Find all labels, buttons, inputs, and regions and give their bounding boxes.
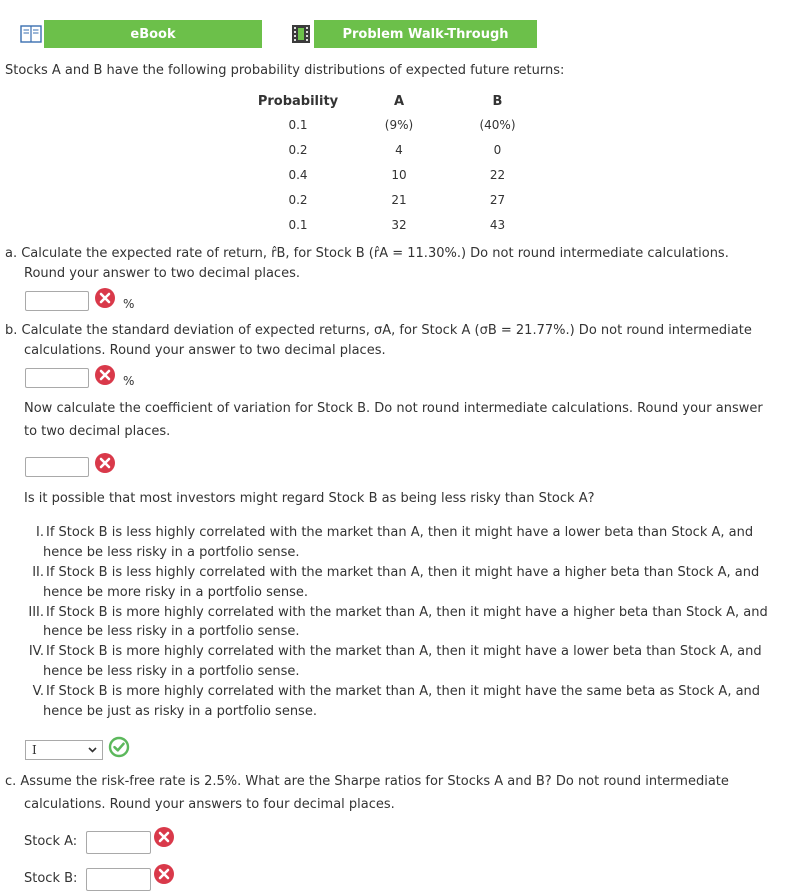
stock-b-label: Stock B: xyxy=(24,871,78,886)
incorrect-icon xyxy=(153,826,175,848)
expected-return-b-input[interactable] xyxy=(25,291,89,311)
problem-walkthrough-button[interactable] xyxy=(314,20,537,48)
table-row xyxy=(253,162,540,187)
option-number: I. xyxy=(36,525,44,540)
part-c-instruction: calculations. Round your answers to four decimal places. xyxy=(24,797,395,812)
risk-question: Is it possible that most investors might regard Stock B as being less risky than Stock A? xyxy=(24,491,595,506)
part-b-instruction: calculations. Round your answer to two decimal places. xyxy=(24,343,386,358)
cv-instruction: to two decimal places. xyxy=(24,424,171,439)
incorrect-icon xyxy=(94,364,116,386)
option-v xyxy=(0,682,760,702)
std-dev-a-input[interactable] xyxy=(25,368,89,388)
option-number: IV. xyxy=(28,644,44,659)
table-row xyxy=(253,212,540,237)
b-cell: (40%) xyxy=(479,117,516,132)
option-iv xyxy=(0,642,762,662)
part-c-question: c. Assume the risk-free rate is 2.5%. What are the Sharpe ratios for Stocks A and B? Do not round intermediate xyxy=(5,774,729,789)
prob-cell: 0.4 xyxy=(288,167,308,182)
ebook-button[interactable] xyxy=(44,20,262,48)
option-ii xyxy=(0,563,759,583)
sharpe-b-input[interactable] xyxy=(86,868,151,891)
option-iii xyxy=(0,603,768,623)
option-text-cont: hence be more risky in a portfolio sense. xyxy=(43,585,309,600)
option-text: If Stock B is more highly correlated with the market than A, then it might have the same beta as Stock A, and xyxy=(46,684,761,699)
sharpe-a-input[interactable] xyxy=(86,831,151,854)
option-number: V. xyxy=(32,684,44,699)
intro-text: Stocks A and B have the following probability distributions of expected future returns: xyxy=(5,63,565,78)
prob-cell: 0.1 xyxy=(288,117,308,132)
stock-a-label: Stock A: xyxy=(24,834,78,849)
cv-b-input[interactable] xyxy=(25,457,89,477)
part-b-question: b. Calculate the standard deviation of expected returns, σA, for Stock A (σB = 21.77%.) Do not round intermediate xyxy=(5,323,752,338)
a-cell: 32 xyxy=(391,217,407,232)
incorrect-icon xyxy=(94,452,116,474)
ebook-label: eBook xyxy=(130,26,176,42)
cv-question: Now calculate the coefficient of variation for Stock B. Do not round intermediate calculations. Round your answer xyxy=(24,401,763,416)
a-cell: 4 xyxy=(395,142,403,157)
b-cell: 22 xyxy=(489,167,506,182)
option-text: If Stock B is less highly correlated with the market than A, then it might have a lower beta than Stock A, and xyxy=(46,525,754,540)
a-cell: (9%) xyxy=(384,117,414,132)
book-icon[interactable] xyxy=(20,24,42,44)
b-cell: 27 xyxy=(489,192,506,207)
table-row xyxy=(253,112,540,137)
part-a-instruction: Round your answer to two decimal places. xyxy=(24,266,300,281)
prob-cell: 0.1 xyxy=(288,217,308,232)
col-header-probability: Probability xyxy=(257,93,339,109)
col-header-b: B xyxy=(492,93,503,109)
prob-cell: 0.2 xyxy=(288,192,308,207)
prob-cell: 0.2 xyxy=(288,142,308,157)
option-text-cont: hence be just as risky in a portfolio sense. xyxy=(43,704,317,719)
incorrect-icon xyxy=(94,287,116,309)
option-text: If Stock B is more highly correlated with the market than A, then it might have a higher beta than Stock A, and xyxy=(46,605,768,620)
option-number: II. xyxy=(32,565,44,580)
option-text: If Stock B is more highly correlated with the market than A, then it might have a lower beta than Stock A, and xyxy=(46,644,762,659)
percent-unit: % xyxy=(123,297,135,311)
walkthrough-label: Problem Walk-Through xyxy=(342,26,509,42)
a-cell: 21 xyxy=(391,192,407,207)
percent-unit: % xyxy=(123,374,135,388)
option-text-cont: hence be less risky in a portfolio sense. xyxy=(43,664,300,679)
part-a-question: a. Calculate the expected rate of return, r̂B, for Stock B (r̂A = 11.30%.) Do not round intermediate calculations. xyxy=(5,246,729,261)
option-i xyxy=(0,523,753,543)
col-header-a: A xyxy=(393,93,405,109)
table-row xyxy=(253,187,540,212)
distribution-table xyxy=(253,90,540,237)
select-value: I xyxy=(32,743,37,757)
correct-icon xyxy=(108,736,130,758)
b-cell: 43 xyxy=(489,217,506,232)
table-row xyxy=(253,137,540,162)
answer-select[interactable] xyxy=(25,740,103,760)
b-cell: 0 xyxy=(493,142,502,157)
option-text: If Stock B is less highly correlated with the market than A, then it might have a higher beta than Stock A, and xyxy=(46,565,760,580)
option-text-cont: hence be less risky in a portfolio sense. xyxy=(43,624,300,639)
chevron-down-icon xyxy=(88,747,97,753)
option-text-cont: hence be less risky in a portfolio sense. xyxy=(43,545,300,560)
a-cell: 10 xyxy=(391,167,407,182)
film-icon[interactable] xyxy=(290,24,312,44)
option-number: III. xyxy=(28,605,44,620)
incorrect-icon xyxy=(153,863,175,885)
